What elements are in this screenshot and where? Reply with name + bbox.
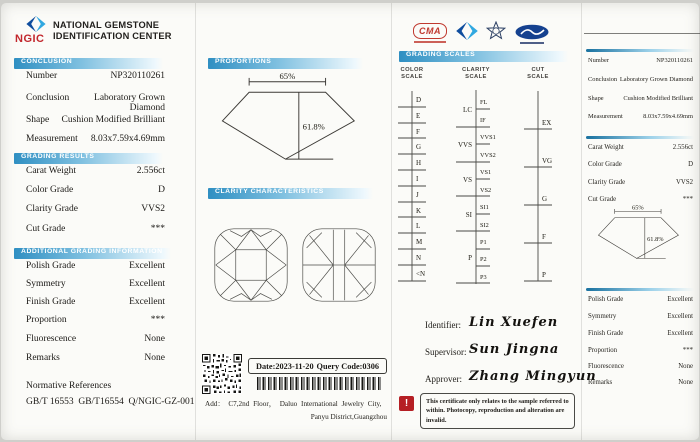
row-finish [26, 297, 165, 307]
stub-top-edge [584, 33, 700, 34]
fold-line-1 [195, 3, 196, 440]
proportion-value: *** [150, 315, 165, 325]
svg-text:P2: P2 [480, 256, 487, 263]
svg-text:K: K [416, 207, 422, 215]
cut-grade-label: Cut Grade [26, 224, 66, 234]
clarity-scale-header: CLARITY SCALE [462, 67, 490, 80]
oval-stamp-icon [514, 24, 550, 40]
proportions-diagram [209, 71, 381, 167]
svg-text:VVS: VVS [457, 141, 472, 149]
svg-text:I: I [416, 175, 419, 183]
svg-text:M: M [416, 238, 423, 246]
symmetry-value: Excellent [129, 279, 165, 289]
address-block [205, 398, 387, 424]
svg-text:VS: VS [463, 176, 472, 184]
stub-row-clarity: Clarity Grade VVS2 [588, 179, 693, 186]
cal-star-stamp-icon [486, 21, 506, 41]
cut-grade-value: *** [150, 224, 165, 234]
shape-label: Shape [26, 115, 50, 125]
cma-stamp [413, 23, 447, 39]
stub-row-fluorescence: Fluorescence None [588, 363, 693, 370]
row-carat [26, 166, 165, 176]
row-shape [26, 115, 165, 125]
normative-references-title: Normative References [26, 381, 112, 391]
address-line1: C7,2nd Floor， Daluo International Jewelry City, [228, 400, 382, 408]
cma-stamp-text: CMA [419, 26, 441, 36]
address-label: Add： [205, 400, 225, 408]
org-name-line2: IDENTIFICATION CENTER [53, 31, 172, 41]
svg-text:P3: P3 [480, 274, 487, 281]
svg-text:G: G [542, 195, 548, 203]
svg-text:F: F [416, 128, 420, 136]
date-query-box [248, 358, 387, 374]
section-proportions: PROPORTIONS [208, 58, 363, 69]
conclusion-value: Laboratory Grown Diamond [94, 93, 165, 113]
stub-divider-1 [586, 49, 694, 52]
barcode [257, 377, 381, 390]
stub-row-remarks: Remarks None [588, 379, 693, 386]
svg-text:P1: P1 [480, 239, 487, 246]
svg-text:G: G [416, 143, 422, 151]
stub-row-color: Color Grade D [588, 161, 693, 168]
section-grading-scales: GRADING SCALES [399, 51, 568, 62]
svg-text:F: F [542, 233, 546, 241]
svg-text:VVS1: VVS1 [480, 134, 496, 141]
row-conclusion [26, 93, 165, 113]
diamond-pavilion-diagram [299, 225, 379, 305]
certificate-notice: This certificate only relates to the sample referred to within. Photocopy, reproduction and alteration are invalid. [420, 393, 575, 429]
grading-scales-diagram [394, 89, 564, 289]
clarity-grade-value: VVS2 [141, 204, 165, 214]
conclusion-label: Conclusion [26, 93, 70, 103]
table-percent-label: 65% [279, 71, 296, 81]
oval-stamp-subtext [520, 42, 544, 44]
diamond-crown-diagram [211, 225, 291, 305]
section-grading-results: GRADING RESULTS [14, 153, 163, 164]
svg-text:P: P [542, 271, 546, 279]
color-grade-label: Color Grade [26, 185, 74, 195]
section-additional: ADDITIONAL GRADING INFORMATION [14, 248, 171, 259]
carat-label: Carat Weight [26, 166, 76, 176]
stub-row-cut: Cut Grade *** [588, 196, 693, 203]
address-line2: Panyu District,Guangzhou [310, 413, 387, 421]
measurement-value: 8.03x7.59x4.69mm [90, 134, 165, 144]
svg-text:SI2: SI2 [480, 222, 489, 229]
stub-row-carat: Carat Weight 2.556ct [588, 144, 693, 151]
normative-references-codes: GB/T 16553 GB/T16554 Q/NGIC-GZ-001 [26, 397, 195, 407]
identifier-signature: Lin Xuefen [469, 315, 559, 330]
measurement-label: Measurement [26, 134, 78, 144]
stub-row-number: Number NP320110261 [588, 57, 693, 64]
stub-row-polish: Polish Grade Excellent [588, 296, 693, 303]
qr-code [202, 354, 242, 394]
polish-value: Excellent [129, 261, 165, 271]
color-grade-value: D [158, 185, 165, 195]
accreditation-diamond-logo-icon [456, 22, 478, 40]
finish-label: Finish Grade [26, 297, 76, 307]
row-fluorescence [26, 334, 165, 344]
approver-signature: Zhang Mingyun [469, 369, 597, 384]
stub-row-measurement: Measurement 8.03x7.59x4.69mm [588, 113, 693, 120]
number-label: Number [26, 71, 58, 81]
fluorescence-label: Fluorescence [26, 334, 77, 344]
svg-text:65%: 65% [632, 205, 644, 212]
svg-text:FL: FL [480, 99, 488, 106]
ngic-diamond-logo-icon [26, 16, 46, 32]
svg-text:SI: SI [465, 211, 472, 219]
svg-text:N: N [416, 254, 422, 262]
carat-value: 2.556ct [136, 166, 165, 176]
fluorescence-value: None [144, 334, 165, 344]
supervisor-signature: Sun Jingna [469, 342, 560, 357]
cut-scale-header: CUT SCALE [527, 67, 549, 80]
approver-label: Approver: [425, 374, 462, 384]
svg-text:VS1: VS1 [480, 169, 492, 176]
svg-text:L: L [416, 222, 421, 230]
warning-icon: ! [399, 396, 414, 411]
remarks-value: None [144, 353, 165, 363]
row-polish [26, 261, 165, 271]
svg-text:H: H [416, 159, 422, 167]
svg-text:VVS2: VVS2 [480, 152, 496, 159]
svg-text:LC: LC [463, 106, 472, 114]
ngic-logo-text: NGIC [15, 33, 45, 45]
identifier-label: Identifier: [425, 320, 461, 330]
svg-text:SI1: SI1 [480, 204, 489, 211]
cma-stamp-subtext [414, 41, 446, 43]
svg-text:IF: IF [480, 117, 486, 124]
stub-proportions-diagram [590, 205, 695, 263]
row-remarks [26, 353, 165, 363]
svg-text:VG: VG [542, 157, 553, 165]
supervisor-label: Supervisor: [425, 347, 467, 357]
row-symmetry [26, 279, 165, 289]
query-code-value: Query Code:0306 [316, 361, 379, 371]
depth-percent-label: 61.8% [302, 121, 325, 132]
date-value: Date:2023-11-20 [256, 361, 314, 371]
stub-row-conclusion: Conclusion Laboratory Grown Diamond [588, 76, 693, 83]
stub-row-symmetry: Symmetry Excellent [588, 313, 693, 320]
row-clarity-grade [26, 204, 165, 214]
polish-label: Polish Grade [26, 261, 76, 271]
proportion-label: Proportion [26, 315, 67, 325]
number-value: NP320110261 [110, 71, 165, 81]
row-proportion [26, 315, 165, 325]
certificate [1, 3, 699, 440]
color-scale-header: COLOR SCALE [400, 67, 424, 80]
stub-row-finish: Finish Grade Excellent [588, 330, 693, 337]
svg-text:61.8%: 61.8% [647, 235, 664, 243]
stub-divider-3 [586, 288, 694, 291]
stub-row-shape: Shape Cushion Modified Brilliant [588, 95, 693, 102]
section-conclusion: CONCLUSION [14, 58, 163, 69]
finish-value: Excellent [129, 297, 165, 307]
svg-text:VS2: VS2 [480, 187, 492, 194]
svg-text:D: D [416, 96, 422, 104]
stub-row-proportion: Proportion *** [588, 347, 693, 354]
svg-text:E: E [416, 112, 421, 120]
svg-text:EX: EX [542, 119, 552, 127]
stub-divider-2 [586, 136, 694, 139]
section-clarity-characteristics: CLARITY CHARACTERISTICS [208, 188, 373, 199]
symmetry-label: Symmetry [26, 279, 66, 289]
row-color-grade [26, 185, 165, 195]
svg-text:J: J [416, 191, 419, 199]
row-number [26, 71, 165, 81]
row-cut-grade [26, 224, 165, 234]
clarity-grade-label: Clarity Grade [26, 204, 78, 214]
row-measurement [26, 134, 165, 144]
svg-text:<N: <N [416, 270, 426, 278]
svg-text:P: P [468, 254, 472, 262]
org-name-line1: NATIONAL GEMSTONE [53, 20, 160, 30]
remarks-label: Remarks [26, 353, 60, 363]
shape-value: Cushion Modified Brilliant [61, 115, 165, 125]
